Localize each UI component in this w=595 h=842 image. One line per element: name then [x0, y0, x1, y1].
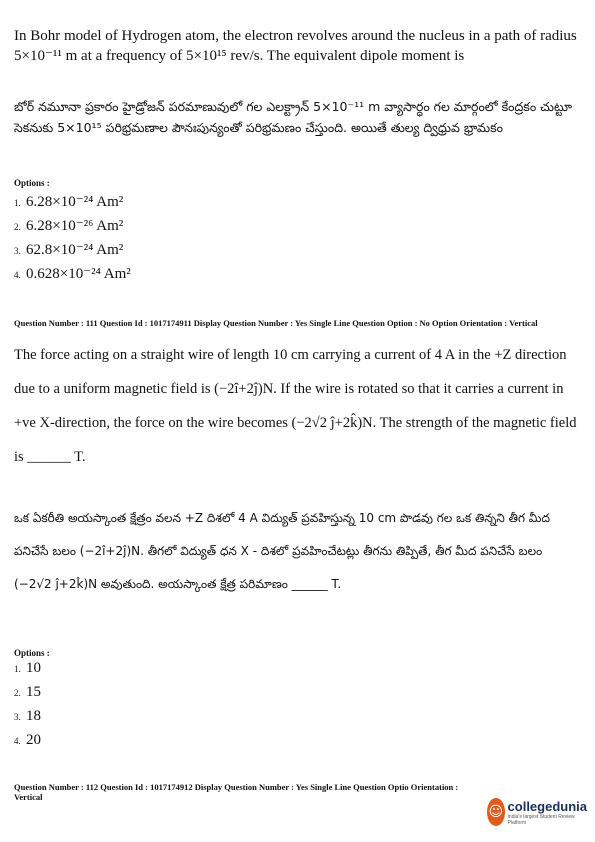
q110-telugu-text: బోర్ నమూనా ప్రకారం హైడ్రోజన్ పరమాణువులో గల ఎలక్ట్రాన్ 5×10⁻¹¹ m వ్యాసార్ధం గల మార్గంలో కేంద్రకం చుట్టూ సెకనుకు 5×10¹⁵ పరిభ్రమణాల పౌనఃపున్యంతో పరిభ్రమణం చేస్తుంది. అయితే తుల్య ద్విధ్రువ భ్రామకం: [14, 99, 572, 135]
option-text: 18: [26, 708, 41, 724]
option-text: 6.28×10⁻²⁴ Am²: [26, 194, 124, 210]
q111-telugu-text: ఒక ఏకరీతి అయస్కాంత క్షేత్రం వలన +Z దిశలో 4 A విద్యుత్ ప్రవహిస్తున్న 10 cm పొడవు గల ఒక తిన్నని తీగ మీద పనిచేసే బలం (−2î+2ĵ)N. తీగలో విద్యుత్ ధన X - దిశలో ప్రవహించేటట్లు తీగను తిప్పితే, తీగ మీద పనిచేసే బలం (−2√2 ĵ+2k̂)N అవుతుంది. అయస్కాంత క్షేత్ర పరిమాణం ______ T.: [14, 511, 550, 591]
q110-option-4: [14, 264, 580, 288]
q111-meta: Question Number : 111 Question Id : 1017174911 Display Question Number : Yes Single Line Question Option : No Option Orientation : Vertical: [14, 318, 538, 328]
option-number: 1.: [14, 198, 21, 208]
q111-option-1: [14, 660, 580, 684]
q110-options-list: [14, 192, 580, 288]
option-number: 3.: [14, 246, 21, 256]
option-text: 20: [26, 732, 41, 748]
option-number: 3.: [14, 712, 21, 722]
option-number: 4.: [14, 270, 21, 280]
q110-english-text: In Bohr model of Hydrogen atom, the electron revolves around the nucleus in a path of radius 5×10⁻¹¹ m at a frequency of 5×10¹⁵ rev/s. The equivalent dipole moment is: [14, 28, 577, 64]
q111-options-list: [14, 660, 580, 756]
q111-option-2: [14, 684, 580, 708]
option-number: 2.: [14, 222, 21, 232]
option-number: 2.: [14, 688, 21, 698]
option-text: 62.8×10⁻²⁴ Am²: [26, 242, 124, 258]
q111-option-3: [14, 708, 580, 732]
logo-text: [508, 799, 587, 826]
q110-option-3: [14, 240, 580, 264]
option-text: 15: [26, 684, 41, 700]
logo-tagline: India's largest Student Review Platform: [507, 813, 575, 826]
q110-option-2: [14, 216, 580, 240]
logo-brand: collegedunia: [507, 798, 587, 814]
q112-meta: Question Number : 112 Question Id : 1017174912 Display Question Number : Yes Single Line Question Optio Orientation : Vertical: [14, 782, 459, 802]
q111-english-text: The force acting on a straight wire of length 10 cm carrying a current of 4 A in the +Z direction due to a uniform magnetic field is (−2î+2ĵ)N. If the wire is rotated so that it carries a current in +ve X-direction, the force on the wire becomes (−2√2 ĵ+2k̂)N. The strength of the magnetic field is ______ T.: [14, 347, 577, 465]
q110-option-1: [14, 192, 580, 216]
option-text: 6.28×10⁻²⁶ Am²: [26, 218, 124, 234]
option-number: 1.: [14, 664, 21, 674]
q111-options-label: Options :: [14, 648, 50, 658]
q110-options-label: Options :: [14, 178, 50, 188]
collegedunia-logo: [487, 792, 587, 832]
option-number: 4.: [14, 736, 21, 746]
mascot-icon: ☺: [487, 798, 505, 826]
option-text: 10: [26, 660, 41, 676]
option-text: 0.628×10⁻²⁴ Am²: [26, 266, 131, 282]
q111-option-4: [14, 732, 580, 756]
